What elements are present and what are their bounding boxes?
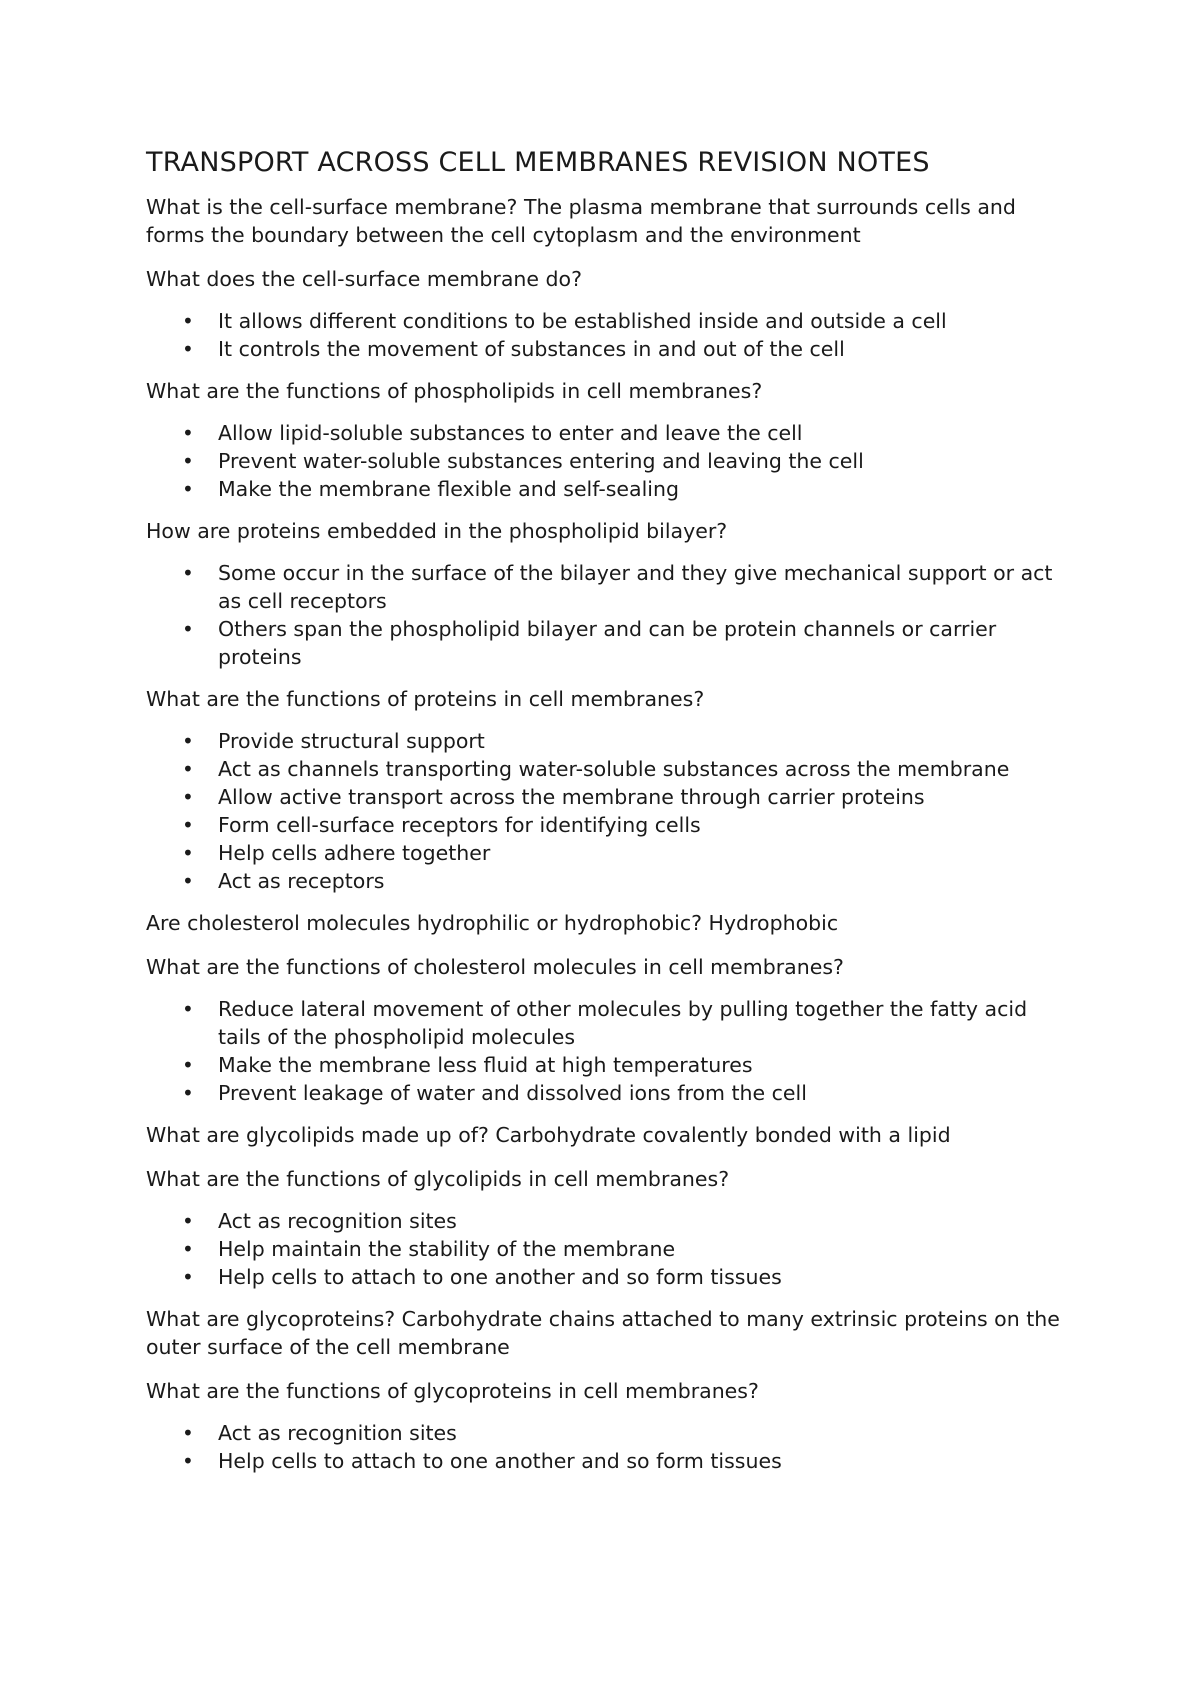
bullet-icon: •: [182, 1449, 194, 1473]
bullet-icon: •: [182, 617, 194, 641]
paragraph: What are the functions of cholesterol molecules in cell membranes?: [146, 955, 844, 979]
list-item-text: Allow lipid-soluble substances to enter and leave the cell: [218, 421, 803, 445]
bullet-icon: •: [182, 1421, 194, 1445]
list-item: [146, 1263, 1070, 1291]
list-item: [146, 839, 1070, 867]
bullet-list: [146, 727, 1070, 895]
bullet-icon: •: [182, 337, 194, 361]
list-item-text: Help cells to attach to one another and so form tissues: [218, 1449, 782, 1473]
document-body: [146, 193, 1070, 1475]
list-item-text: Act as receptors: [218, 869, 385, 893]
bullet-icon: •: [182, 449, 194, 473]
list-item-text: Make the membrane flexible and self-sealing: [218, 477, 679, 501]
bullet-icon: •: [182, 997, 194, 1021]
paragraph: What are the functions of glycolipids in cell membranes?: [146, 1167, 730, 1191]
list-item: [146, 1235, 1070, 1263]
list-item-text: Act as recognition sites: [218, 1209, 457, 1233]
list-item: [146, 811, 1070, 839]
list-item: [146, 755, 1070, 783]
list-item: [146, 1447, 1070, 1475]
list-item-text: Act as recognition sites: [218, 1421, 457, 1445]
list-item-text: It allows different conditions to be established inside and outside a cell: [218, 309, 947, 333]
bullet-icon: •: [182, 813, 194, 837]
bullet-icon: •: [182, 1265, 194, 1289]
bullet-icon: •: [182, 309, 194, 333]
list-item-text: Help cells to attach to one another and so form tissues: [218, 1265, 782, 1289]
bullet-icon: •: [182, 729, 194, 753]
list-item-text: Some occur in the surface of the bilayer and they give mechanical support or act as cell receptors: [218, 561, 1053, 613]
bullet-icon: •: [182, 785, 194, 809]
bullet-icon: •: [182, 477, 194, 501]
bullet-list: [146, 307, 1070, 363]
bullet-icon: •: [182, 1209, 194, 1233]
bullet-icon: •: [182, 869, 194, 893]
list-item: [146, 615, 1070, 671]
list-item-text: Help cells adhere together: [218, 841, 491, 865]
bullet-list: [146, 1419, 1070, 1475]
list-item-text: Prevent leakage of water and dissolved ions from the cell: [218, 1081, 807, 1105]
list-item-text: Make the membrane less fluid at high temperatures: [218, 1053, 753, 1077]
list-item-text: Help maintain the stability of the membrane: [218, 1237, 676, 1261]
list-item: [146, 1051, 1070, 1079]
bullet-icon: •: [182, 1081, 194, 1105]
list-item-text: Prevent water-soluble substances entering and leaving the cell: [218, 449, 864, 473]
list-item: [146, 867, 1070, 895]
list-item: [146, 335, 1070, 363]
bullet-icon: •: [182, 841, 194, 865]
list-item-text: Act as channels transporting water-soluble substances across the membrane: [218, 757, 1010, 781]
bullet-list: [146, 1207, 1070, 1291]
bullet-icon: •: [182, 757, 194, 781]
list-item-text: Allow active transport across the membrane through carrier proteins: [218, 785, 925, 809]
list-item-text: Form cell-surface receptors for identifying cells: [218, 813, 701, 837]
list-item: [146, 727, 1070, 755]
bullet-icon: •: [182, 1053, 194, 1077]
list-item-text: Provide structural support: [218, 729, 485, 753]
bullet-list: [146, 559, 1070, 671]
paragraph: What are glycoproteins? Carbohydrate chains attached to many extrinsic proteins on the outer surface of the cell membrane: [146, 1307, 1060, 1359]
list-item: [146, 1207, 1070, 1235]
bullet-icon: •: [182, 1237, 194, 1261]
list-item: [146, 995, 1070, 1051]
list-item: [146, 447, 1070, 475]
bullet-list: [146, 419, 1070, 503]
paragraph: What are the functions of proteins in cell membranes?: [146, 687, 705, 711]
list-item-text: It controls the movement of substances in and out of the cell: [218, 337, 845, 361]
paragraph: What are the functions of glycoproteins in cell membranes?: [146, 1379, 759, 1403]
list-item-text: Reduce lateral movement of other molecules by pulling together the fatty acid tails of the phospholipid molecules: [218, 997, 1028, 1049]
paragraph: What are the functions of phospholipids in cell membranes?: [146, 379, 763, 403]
bullet-list: [146, 995, 1070, 1107]
list-item: [146, 1419, 1070, 1447]
list-item: [146, 1079, 1070, 1107]
bullet-icon: •: [182, 421, 194, 445]
list-item-text: Others span the phospholipid bilayer and can be protein channels or carrier proteins: [218, 617, 997, 669]
bullet-icon: •: [182, 561, 194, 585]
paragraph: How are proteins embedded in the phospholipid bilayer?: [146, 519, 728, 543]
paragraph: What are glycolipids made up of? Carbohydrate covalently bonded with a lipid: [146, 1123, 951, 1147]
list-item: [146, 419, 1070, 447]
list-item: [146, 475, 1070, 503]
list-item: [146, 307, 1070, 335]
paragraph: What does the cell-surface membrane do?: [146, 267, 582, 291]
paragraph: Are cholesterol molecules hydrophilic or hydrophobic? Hydrophobic: [146, 911, 839, 935]
list-item: [146, 559, 1070, 615]
document-title: TRANSPORT ACROSS CELL MEMBRANES REVISION NOTES: [146, 147, 930, 178]
paragraph: What is the cell-surface membrane? The plasma membrane that surrounds cells and forms the boundary between the cell cytoplasm and the environment: [146, 195, 1016, 247]
list-item: [146, 783, 1070, 811]
